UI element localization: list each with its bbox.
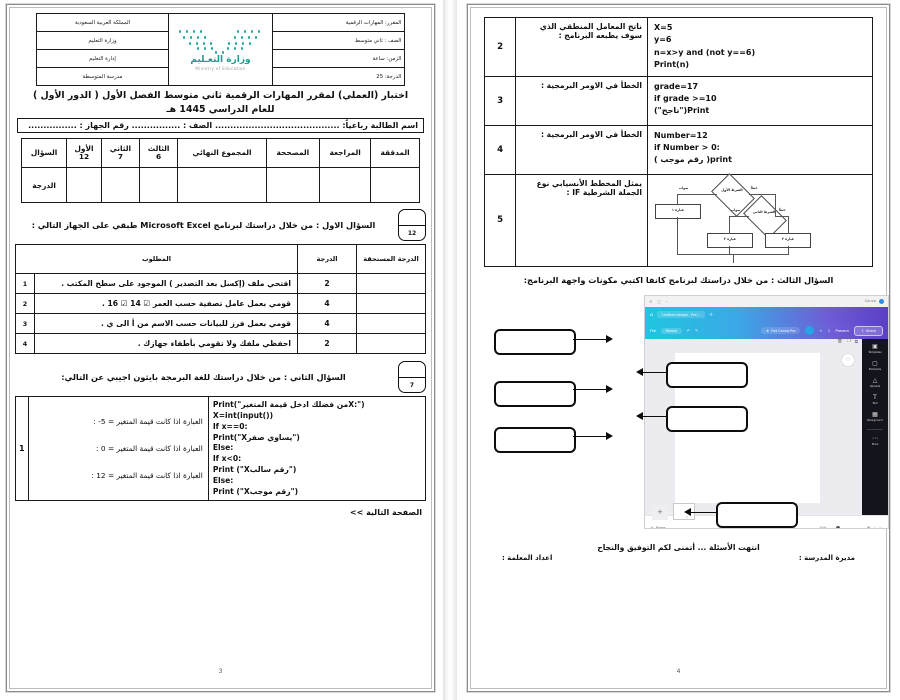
canva-share-button[interactable]	[854, 326, 883, 336]
flow-statement-3: عبارة ٣	[765, 233, 811, 248]
marks-header-total-text: المجموع النهائي	[192, 147, 252, 157]
flow-decision-2-label: الشرط الثاني	[752, 209, 776, 214]
close-icon[interactable]: ✕	[649, 298, 653, 304]
flow-line-4	[775, 194, 776, 216]
canva-toolbar	[645, 323, 888, 339]
question-2-mark-box[interactable]	[398, 361, 426, 393]
ministry-dots-icon	[175, 28, 267, 54]
canva-zoom-value: 50%	[819, 526, 828, 529]
marks-cell-q3[interactable]	[139, 168, 177, 203]
page-3	[0, 0, 443, 700]
principal-label: مديرة المدرسة :	[798, 553, 855, 562]
question-2-table	[15, 396, 426, 501]
qr-row4-code-2: if Number > 0:	[653, 142, 720, 152]
qr-row3-code	[647, 76, 872, 125]
sidebar-label-templates: Templates	[868, 350, 882, 354]
page-4-number: 4	[676, 668, 681, 675]
qr-row2-code-4: Print(n)	[653, 60, 690, 70]
qr-row5-prompt: يمثل المخطط الأنسيابي نوع الجملة الشرطية IF :	[516, 174, 648, 266]
question-3-heading: السؤال الثالث : من خلال دراستك لبرنامج كانفا اكتبي مكونات واجهة البرنامج:	[523, 274, 834, 285]
q1-row3-degree: 4	[298, 314, 357, 334]
canva-share-label: Share	[865, 328, 876, 333]
question-1-mark-box[interactable]	[398, 209, 426, 241]
letterhead-mark	[272, 68, 405, 86]
marks-header-reviewer: المراجعة	[319, 139, 370, 168]
q2-code-line-1: Print("من فضلك ادخل قيمة المتغيرX:")	[212, 400, 365, 410]
qr-row2-code-2: y=6	[653, 35, 672, 45]
qr-row4-number: 4	[485, 125, 516, 174]
qr-row2-code-3: n=x>y and (not y==6)	[653, 47, 756, 57]
sidebar-item-uploads[interactable]	[870, 378, 880, 388]
flow-line-9	[677, 217, 678, 254]
marks-header-q1	[67, 139, 102, 168]
table-row	[485, 76, 873, 125]
answer-blank-2[interactable]	[494, 381, 576, 407]
question-1-header-row	[16, 245, 426, 274]
marks-header-total	[178, 139, 266, 168]
maximize-icon[interactable]: ◻	[657, 298, 661, 304]
exam-end-note: انتهت الأسئلة ... أتمنى لكم التوفيق والنجاح	[597, 542, 760, 552]
q2-code-line-4: Print("Xيساوي صفر")	[212, 432, 300, 442]
exam-title-line1: اختبار (العملي) لمقرر المهارات الرقمية ثاني متوسط الفصل الأول ( الدور الأول )	[32, 90, 409, 101]
qr-row3-code-2: if grade >=10	[653, 93, 717, 103]
q2-code-line-9: Print ("Xرقم موجب")	[212, 486, 299, 496]
text-icon: T	[873, 393, 877, 401]
letterhead-grade	[272, 32, 405, 50]
qr-row3-code-3: Print("ناجح")	[653, 106, 710, 116]
canva-tab-bar	[645, 307, 888, 323]
share-icon: ⇪	[860, 328, 864, 333]
q1-row1-number: 1	[16, 274, 35, 294]
ministry-name-ar: وزارة التعـليم	[190, 55, 251, 65]
marks-header-q2	[101, 139, 139, 168]
crown-icon: ★	[766, 328, 770, 333]
q1-row2-earned[interactable]	[357, 294, 426, 314]
question-2-heading: السؤال الثاني : من خلال دراستك للغة البرمجة بايثون اجيبي عن التالي:	[61, 372, 346, 383]
window-controls[interactable]	[649, 299, 668, 304]
marks-row-label: الدرجة	[22, 168, 67, 203]
q2-statement-3: العبارة اذا كانت قيمة المتغير = 12 :	[91, 471, 203, 481]
marks-cell-reviewer[interactable]	[319, 168, 370, 203]
templates-icon: ▣	[872, 342, 878, 350]
flow-line-6	[729, 216, 730, 234]
q1-header-degree: الدرجة	[298, 245, 357, 274]
sidebar-label-text: Text	[872, 401, 878, 405]
page-4-border	[467, 4, 890, 692]
marks-cell-total[interactable]	[178, 168, 266, 203]
canva-notes-label: Notes	[655, 526, 666, 529]
q2-row-number: 1	[16, 397, 29, 501]
letterhead-time-text: الزمن: ساعة	[372, 55, 402, 62]
question-2-mark-total: 7	[409, 381, 415, 389]
student-info-line: اسم الطالبة رباعياً: ......................................... الصف : ................ رقم الجهاز : ................	[17, 118, 424, 133]
canva-get-pro-label: Get Canva Pro	[771, 328, 796, 333]
sidebar-label-elements: Elements	[868, 367, 882, 371]
table-row	[16, 294, 426, 314]
flow-decision-1-label: الشرط الأول	[721, 187, 743, 192]
notes-icon: ✎	[651, 526, 654, 529]
letterhead-time	[272, 50, 405, 68]
canva-window-title: Canva	[864, 299, 876, 304]
q2-statement-2: العبارة اذا كانت قيمة المتغير = 0 :	[96, 444, 203, 454]
letterhead-subject-text: المقرر: المهارات الرقمية	[345, 19, 402, 26]
add-page-button[interactable]: +	[652, 505, 668, 520]
q1-row1-degree: 2	[298, 274, 357, 294]
answer-blank-4[interactable]	[666, 362, 748, 388]
grid-view-icon[interactable]: ▣	[867, 526, 871, 529]
undo-icon[interactable]: ↶	[686, 328, 690, 333]
letterhead-table	[36, 13, 406, 86]
question-3-canva-diagram	[476, 289, 881, 539]
table-row	[16, 274, 426, 294]
marks-cell-auditor[interactable]	[371, 168, 419, 203]
marks-header-corrector: المصححة	[266, 139, 319, 168]
question-2-continued-table	[484, 17, 873, 267]
copy-icon[interactable]: ❐	[846, 338, 851, 344]
qr-row4-code-1: Number=12	[653, 130, 708, 140]
flow-statement-1: عبارة ١	[655, 204, 701, 219]
ministry-name-en: Ministry of Education	[195, 66, 246, 71]
table-row	[485, 18, 873, 77]
download-icon[interactable]: ⇩	[827, 328, 831, 333]
q1-row2-text: قومي بعمل عامل تصفية حسب العمر ☑ 14 ☑ 16 .	[35, 294, 298, 314]
table-row	[16, 397, 426, 501]
canva-sidebar	[862, 339, 888, 515]
teacher-label: اعداد المعلمة :	[502, 553, 553, 562]
canva-title-bar	[645, 296, 888, 307]
flow-line-5	[729, 216, 749, 217]
q2-code-line-8: Else:	[212, 475, 234, 485]
question-1-table	[15, 244, 426, 354]
answer-blank-6[interactable]	[716, 502, 798, 528]
q2-code-line-6: If x<0:	[212, 454, 242, 464]
page-3-border	[6, 4, 435, 692]
fullscreen-icon[interactable]: ⛶	[873, 526, 876, 529]
question-1-mark-total: 12	[407, 229, 417, 237]
answer-blank-1[interactable]	[494, 329, 576, 355]
canvas-quick-tools[interactable]	[837, 339, 858, 345]
letterhead-subject	[272, 14, 405, 32]
home-icon[interactable]: ⌂	[650, 311, 654, 318]
uploads-icon: △	[872, 376, 878, 384]
marks-header-row	[22, 139, 420, 168]
marks-cell-q1[interactable]	[67, 168, 102, 203]
q1-row4-number: 4	[16, 334, 35, 354]
elements-icon: ▢	[872, 359, 878, 367]
marks-header-q3-value: 6	[156, 152, 162, 162]
sidebar-item-background[interactable]	[867, 412, 882, 422]
qr-row2-number: 2	[485, 18, 516, 77]
if-else-flowchart	[651, 178, 816, 263]
zoom-slider[interactable]	[830, 528, 864, 529]
page-gutter	[443, 0, 457, 700]
marks-cell-q2[interactable]	[101, 168, 139, 203]
q2-code-line-3: If x==0:	[212, 421, 248, 431]
marks-header-q3	[139, 139, 177, 168]
sidebar-label-more: More	[871, 443, 879, 447]
table-row	[485, 125, 873, 174]
flow-line-1	[677, 194, 717, 195]
page-3-number: 3	[218, 668, 223, 675]
qr-row3-number: 3	[485, 76, 516, 125]
canva-zoom-control[interactable]	[819, 526, 882, 529]
q2-code-line-2: X=int(input())	[212, 411, 274, 421]
marks-header-q3-text: الثالث	[147, 143, 170, 153]
page-3-content	[7, 5, 434, 691]
qr-row5-flowchart-cell	[647, 174, 872, 266]
duplicate-icon[interactable]: ⧉	[854, 339, 858, 345]
add-member-icon[interactable]: +	[819, 328, 823, 333]
q1-row1-earned[interactable]	[357, 274, 426, 294]
qr-row2-code-1: X=5	[653, 23, 673, 32]
flow-label-yes-1: صواب	[678, 185, 689, 190]
avatar[interactable]	[805, 326, 814, 335]
canva-get-pro-button[interactable]	[761, 327, 800, 334]
new-tab-icon[interactable]: +	[708, 311, 714, 318]
q1-row1-text: افتحي ملف (إكسل بعد التصدير ) الموجود على سطح المكتب .	[35, 274, 298, 294]
letterhead-kingdom: المملكة العربية السعودية	[36, 14, 169, 32]
qr-row4-prompt: الخطأ في الاومر البرمجية :	[516, 125, 648, 174]
flow-line-8	[788, 216, 789, 234]
flow-line-7	[775, 216, 789, 217]
question-1-heading: السؤال الاول : من خلال دراستك لبرنامج Microsoft Excel طبقي على الجهاز التالي :	[31, 220, 376, 231]
q1-row2-degree: 4	[298, 294, 357, 314]
letterhead-mark-text: الدرجة: 25	[376, 73, 402, 80]
answer-blank-3[interactable]	[494, 427, 576, 453]
flow-label-no-2: خطأ	[778, 207, 786, 212]
marks-header-q2-value: 7	[117, 152, 123, 162]
q2-statements-cell	[28, 397, 208, 501]
background-icon: ▦	[872, 410, 878, 418]
sidebar-divider	[867, 429, 883, 430]
signature-row	[476, 552, 881, 562]
question-2-mark-blank[interactable]	[399, 362, 425, 378]
flow-statement-2: عبارة ٢	[707, 233, 753, 248]
flow-line-2	[677, 194, 678, 205]
q1-row3-text: قومي بعمل فرز للبيانات حسب الاسم من أ الى ي .	[35, 314, 298, 334]
help-icon[interactable]: ⓘ	[878, 526, 882, 529]
marks-header-q1-text: الأول	[74, 143, 94, 153]
q2-code-line-5: Else:	[212, 443, 234, 453]
next-page-note: الصفحة التالية >>	[349, 508, 422, 518]
letterhead-ministry: وزارة التعليم	[36, 32, 169, 50]
question-1-mark-blank[interactable]	[399, 210, 425, 226]
table-row	[485, 174, 873, 266]
exam-title	[19, 89, 422, 116]
table-row	[16, 334, 426, 354]
q1-header-required: المطلوب	[16, 245, 298, 274]
sidebar-item-more[interactable]	[872, 436, 878, 446]
qr-row5-number: 5	[485, 174, 516, 266]
sidebar-item-templates[interactable]	[868, 344, 881, 354]
q2-statement-1: العبارة اذا كانت قيمة المتغير = 5- :	[93, 417, 203, 427]
flow-line-3	[749, 194, 775, 195]
marks-header-q1-value: 12	[78, 152, 90, 162]
qr-row2-code	[647, 18, 872, 77]
canva-notes-button[interactable]	[651, 526, 666, 529]
sidebar-item-text[interactable]	[872, 395, 877, 405]
more-icon: ⋯	[872, 435, 878, 443]
canva-resize-button[interactable]: Resize	[661, 328, 682, 334]
sidebar-item-elements[interactable]	[869, 361, 881, 371]
marks-summary-table	[21, 138, 420, 203]
flow-line-11	[788, 246, 789, 254]
redo-icon[interactable]: ↷	[694, 328, 698, 333]
exam-title-line2: للعام الدراسي 1445 هـ	[166, 103, 275, 115]
sidebar-label-uploads: Uploads	[869, 384, 881, 388]
answer-blank-5[interactable]	[666, 406, 748, 432]
canva-page-thumb-number: 1	[686, 514, 688, 519]
sidebar-label-background: Background	[867, 418, 883, 422]
marks-header-auditor: المدققة	[371, 139, 419, 168]
page-4-content	[468, 5, 889, 691]
minimize-icon[interactable]: –	[665, 298, 668, 304]
q1-header-earned: الدرجة المستحقة	[357, 245, 426, 274]
q1-row3-earned[interactable]	[357, 314, 426, 334]
flow-label-no-1: خطأ	[750, 185, 758, 190]
qr-row4-code-3: print( رقم موجب )	[653, 155, 732, 165]
q2-code-line-7: Print ("Xرقم سالب")	[212, 464, 297, 474]
marks-cell-corrector[interactable]	[266, 168, 319, 203]
canva-active-tab[interactable]: Untitled design - Pre...	[657, 311, 705, 318]
flow-line-10	[729, 246, 730, 254]
q1-row2-number: 2	[16, 294, 35, 314]
flow-label-yes-2: صواب	[730, 207, 741, 212]
canva-logo-icon	[879, 299, 884, 304]
marks-header-question: السؤال	[22, 139, 67, 168]
flow-line-13	[733, 254, 734, 263]
qr-row3-prompt: الخطأ في الاومر البرمجية :	[516, 76, 648, 125]
question-1-heading-row	[15, 209, 426, 241]
ministry-logo	[172, 26, 268, 73]
letterhead-grade-text: الصف : ثاني متوسط	[355, 37, 402, 44]
q1-row4-earned[interactable]	[357, 334, 426, 354]
marks-header-q2-text: الثاني	[109, 143, 132, 153]
letterhead-school: مدرسة المتوسطة	[36, 68, 169, 86]
question-2-heading-row	[15, 361, 426, 393]
favorite-icon[interactable]: ♡	[841, 353, 855, 367]
canva-present-button[interactable]: Present	[835, 328, 849, 333]
q1-row4-degree: 2	[298, 334, 357, 354]
ministry-logo-cell	[169, 14, 272, 86]
delete-icon[interactable]: 🗑	[837, 338, 843, 344]
table-row	[16, 314, 426, 334]
q1-row4-text: احفظي ملفك ولا تقومي بأطفاء جهازك .	[35, 334, 298, 354]
marks-score-row	[22, 168, 420, 203]
qr-row2-prompt: ناتج المعامل المنطقي الذي سوف يطبعه البرنامج :	[516, 18, 648, 77]
canva-file-menu[interactable]: File	[650, 328, 657, 333]
q2-code-cell	[208, 397, 425, 501]
qr-row3-code-1: grade=17	[653, 81, 699, 91]
letterhead-department: إدارة التعليم	[36, 50, 169, 68]
page-4	[457, 0, 900, 700]
qr-row4-code	[647, 125, 872, 174]
q1-row3-number: 3	[16, 314, 35, 334]
